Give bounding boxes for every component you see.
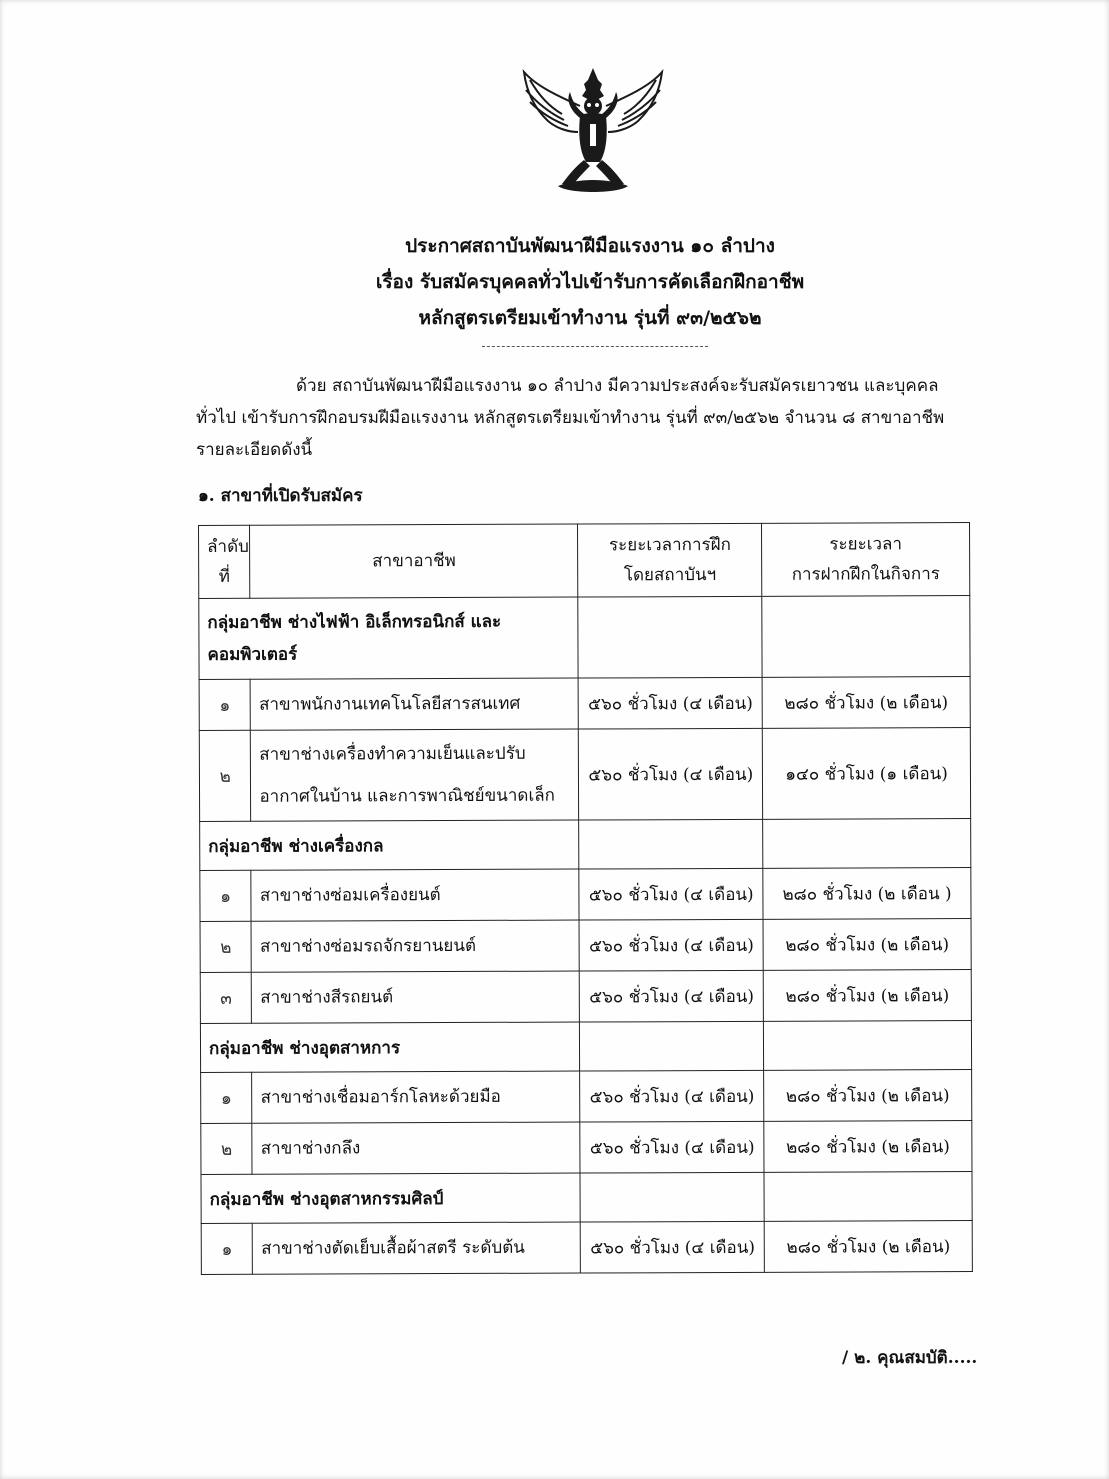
branch-name: สาขาช่างซ่อมเครื่องยนต์ bbox=[251, 869, 579, 921]
institute-duration: ๕๖๐ ชั่วโมง (๔ เดือน) bbox=[580, 1121, 764, 1173]
branch-name: สาขาช่างตัดเย็บเสื้อผ้าสตรี ระดับต้น bbox=[253, 1222, 581, 1274]
table-row bbox=[201, 1221, 972, 1275]
row-number: ๒ bbox=[201, 1123, 253, 1174]
institute-duration: ๕๖๐ ชั่วโมง (๔ เดือน) bbox=[580, 1070, 764, 1122]
group-name: กลุ่มอาชีพ ช่างอุตสาหการ bbox=[200, 1022, 580, 1072]
table-row bbox=[200, 919, 971, 973]
continuation-note: / ๒. คุณสมบัติ..... bbox=[842, 1348, 978, 1368]
group-row bbox=[200, 819, 971, 871]
group-name: กลุ่มอาชีพ ช่างไฟฟ้า อิเล็กทรอนิกส์ และ คอมพิวเตอร์ bbox=[199, 597, 579, 679]
group-row bbox=[201, 1172, 972, 1224]
intro-line-2: ทั่วไป เข้ารับการฝึกอบรมฝีมือแรงงาน หลักสูตรเตรียมเข้าทำงาน รุ่นที่ ๙๓/๒๕๖๒ จำนวน ๘ สาขาอาชีพ bbox=[196, 408, 945, 428]
institute-duration: ๕๖๐ ชั่วโมง (๔ เดือน) bbox=[579, 868, 763, 920]
intro-line-3: รายละเอียดดังนี้ bbox=[196, 440, 313, 460]
table-header-row bbox=[199, 523, 970, 599]
intro-line-1: ด้วย สถาบันพัฒนาฝีมือแรงงาน ๑๐ ลำปาง มีความประสงค์จะรับสมัครเยาวชน และบุคคล bbox=[296, 376, 939, 396]
institute-duration: ๕๖๐ ชั่วโมง (๔ เดือน) bbox=[579, 919, 763, 971]
institute-duration: ๕๖๐ ชั่วโมง (๔ เดือน) bbox=[581, 1221, 765, 1273]
column-header-institute-duration: ระยะเวลาการฝึก โดยสถาบันฯ bbox=[578, 523, 762, 597]
column-header-company-duration: ระยะเวลา การฝากฝึกในกิจการ bbox=[762, 523, 970, 597]
title-divider bbox=[482, 346, 708, 347]
company-duration: ๒๘๐ ชั่วโมง (๒ เดือน) bbox=[763, 919, 971, 971]
company-duration: ๒๘๐ ชั่วโมง (๒ เดือน) bbox=[762, 677, 970, 729]
company-duration: ๒๘๐ ชั่วโมง (๒ เดือน ) bbox=[763, 868, 971, 920]
table-row bbox=[200, 868, 971, 922]
title-line-2: เรื่อง รับสมัครบุคคลทั่วไปเข้ารับการคัดเลือกฝึกอาชีพ bbox=[375, 271, 805, 293]
table-row bbox=[201, 1121, 972, 1175]
company-duration: ๒๘๐ ชั่วโมง (๒ เดือน) bbox=[763, 970, 971, 1022]
branch-name: สาขาช่างเครื่องทำความเย็นและปรับ อากาศในบ้าน และการพาณิชย์ขนาดเล็ก bbox=[251, 729, 579, 821]
branch-name: สาขาช่างกลึง bbox=[252, 1122, 580, 1174]
branch-name: สาขาช่างซ่อมรถจักรยานยนต์ bbox=[251, 920, 579, 972]
table-row bbox=[201, 1070, 972, 1124]
group-row bbox=[199, 596, 970, 680]
column-header-no: ลำดับ ที่ bbox=[199, 525, 251, 598]
row-number: ๑ bbox=[201, 1072, 253, 1123]
company-duration: ๒๘๐ ชั่วโมง (๒ เดือน) bbox=[764, 1070, 972, 1122]
table-row bbox=[200, 970, 971, 1024]
row-number: ๑ bbox=[199, 679, 251, 730]
title-line-1: ประกาศสถาบันพัฒนาฝีมือแรงงาน ๑๐ ลำปาง bbox=[405, 235, 775, 257]
institute-duration: ๕๖๐ ชั่วโมง (๔ เดือน) bbox=[579, 677, 763, 729]
garuda-emblem-icon bbox=[518, 66, 668, 196]
title-line-3: หลักสูตรเตรียมเข้าทำงาน รุ่นที่ ๙๓/๒๕๖๒ bbox=[418, 307, 762, 329]
branch-name: สาขาพนักงานเทคโนโลยีสารสนเทศ bbox=[250, 678, 578, 730]
row-number: ๒ bbox=[199, 730, 251, 821]
row-number: ๒ bbox=[200, 921, 252, 972]
group-name: กลุ่มอาชีพ ช่างอุตสาหกรรมศิลป์ bbox=[201, 1173, 581, 1223]
row-number: ๑ bbox=[201, 1223, 253, 1274]
branch-name: สาขาช่างสีรถยนต์ bbox=[252, 971, 580, 1023]
group-row bbox=[200, 1021, 971, 1073]
column-header-branch: สาขาอาชีพ bbox=[250, 524, 578, 598]
institute-duration: ๕๖๐ ชั่วโมง (๔ เดือน) bbox=[580, 970, 764, 1022]
company-duration: ๒๘๐ ชั่วโมง (๒ เดือน) bbox=[764, 1121, 972, 1173]
group-name: กลุ่มอาชีพ ช่างเครื่องกล bbox=[200, 820, 580, 870]
row-number: ๓ bbox=[200, 972, 252, 1023]
institute-duration: ๕๖๐ ชั่วโมง (๔ เดือน) bbox=[579, 728, 763, 820]
branch-name: สาขาช่างเชื่อมอาร์กโลหะด้วยมือ bbox=[252, 1071, 580, 1123]
intro-paragraph bbox=[196, 370, 992, 466]
announcement-title bbox=[150, 228, 1030, 336]
section-heading: ๑. สาขาที่เปิดรับสมัคร bbox=[198, 486, 363, 506]
table-row bbox=[199, 728, 970, 822]
row-number: ๑ bbox=[200, 870, 252, 921]
branches-table bbox=[198, 522, 973, 1275]
table-row bbox=[199, 677, 970, 731]
company-duration: ๒๘๐ ชั่วโมง (๒ เดือน) bbox=[764, 1221, 972, 1273]
company-duration: ๑๔๐ ชั่วโมง (๑ เดือน) bbox=[762, 728, 970, 820]
